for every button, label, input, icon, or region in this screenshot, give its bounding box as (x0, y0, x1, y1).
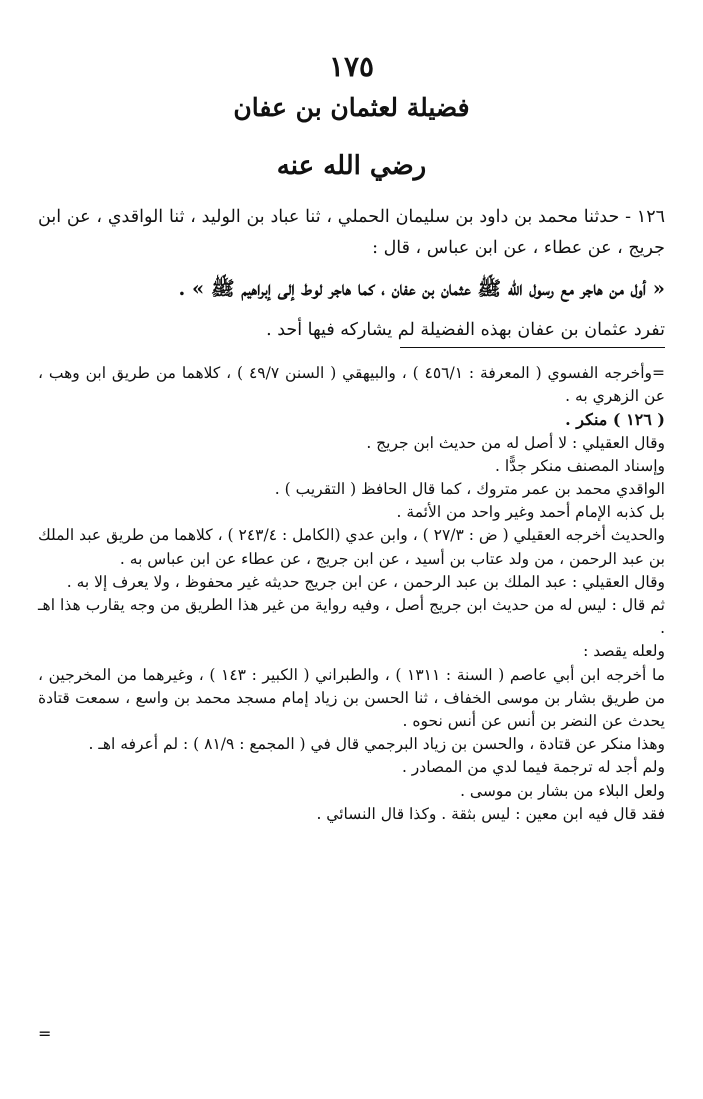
footnote-line: ولم أجد له ترجمة فيما لدي من المصادر . (401, 758, 665, 777)
footnote-line: وهذا منكر عن قتادة ، والحسن بن زياد البرجمي قال في ( المجمع : ٨١/٩ ) : لم أعرفه اهـ . (88, 735, 665, 754)
footnote-continuation: =وأخرجه الفسوي ( المعرفة : ٤٥٦/١ ) ، والبيهقي ( السنن ٤٩/٧ ) ، كلاهما من طريق ابن وهب ، عن الزهري به . (38, 364, 666, 406)
footnote-line: ثم قال : ليس له من حديث ابن جريج أصل ، وفيه رواية من غير هذا الطريق من وجه يقارب هذا اهـ . (38, 596, 665, 638)
page-number: ١٧٥ (328, 50, 375, 83)
footnote-line: الواقدي محمد بن عمر متروك ، كما قال الحافظ ( التقريب ) . (274, 480, 665, 499)
footnote-grade: ( ١٢٦ ) منكر . (565, 410, 665, 430)
footnote-line: وقال العقيلي : لا أصل له من حديث ابن جريج . (366, 433, 665, 452)
footnote-line: بل كذبه الإمام أحمد وغير واحد من الأئمة . (396, 503, 665, 522)
footnote-separator (400, 347, 665, 348)
footnote-line: ولعل البلاء من بشار بن موسى . (460, 781, 665, 800)
footnote-line: ما أخرجه ابن أبي عاصم ( السنة : ١٣١١ ) ، والطبراني ( الكبير : ١٤٣ ) ، وغيرهما من المخرجين ، من طريق بشار بن موسى الخفاف ، ثنا الحسن بن زياد إمام مسجد محمد بن واسع ، سمعت قتادة يحدث عن النضر بن أنس عن أنس نحوه . (38, 665, 665, 731)
tafarrud-block (38, 315, 665, 348)
footnote-line: ولعله يقصد : (583, 642, 665, 661)
footnote-line: فقد قال فيه ابن معين : ليس بثقة . وكذا قال النسائي . (316, 804, 665, 823)
footnote-line: والحديث أخرجه العقيلي ( ض : ٢٧/٣ ) ، وابن عدي (الكامل : ٢٤٣/٤ ) ، كلاهما من طريق عبد الملك بن عبد الرحمن ، من ولد عتاب بن أسيد ، عن ابن جريج ، عن عطاء عن ابن عباس به . (37, 526, 665, 568)
footnote-line: وإسناد المصنف منكر جدًّا . (495, 456, 665, 475)
page-body (38, 50, 665, 826)
hadith-tafarrud: تفرد عثمان بن عفان بهذه الفضيلة لم يشاركه فيها أحد . (266, 320, 665, 340)
footnotes (38, 362, 665, 826)
hadith-matn: « أول من هاجر مع رسول الله ﷺ عثمان بن عفان ، كما هاجر لوط إلى إبراهيم ﷺ » . (178, 277, 665, 300)
continuation-mark: = (38, 1024, 52, 1043)
footnote-line: وقال العقيلي : عبد الملك بن عبد الرحمن ، عن ابن جريج حديثه غير محفوظ ، ولا يعرف إلا به . (66, 572, 665, 591)
chapter-subtitle: رضي الله عنه (276, 151, 427, 181)
chapter-title: فضيلة لعثمان بن عفان (233, 93, 470, 122)
hadith-isnad: ١٢٦ - حدثنا محمد بن داود بن سليمان الحملي ، ثنا عباد بن الوليد ، ثنا الواقدي ، عن ابن جريج ، عن عطاء ، عن ابن عباس ، قال : (38, 207, 665, 258)
